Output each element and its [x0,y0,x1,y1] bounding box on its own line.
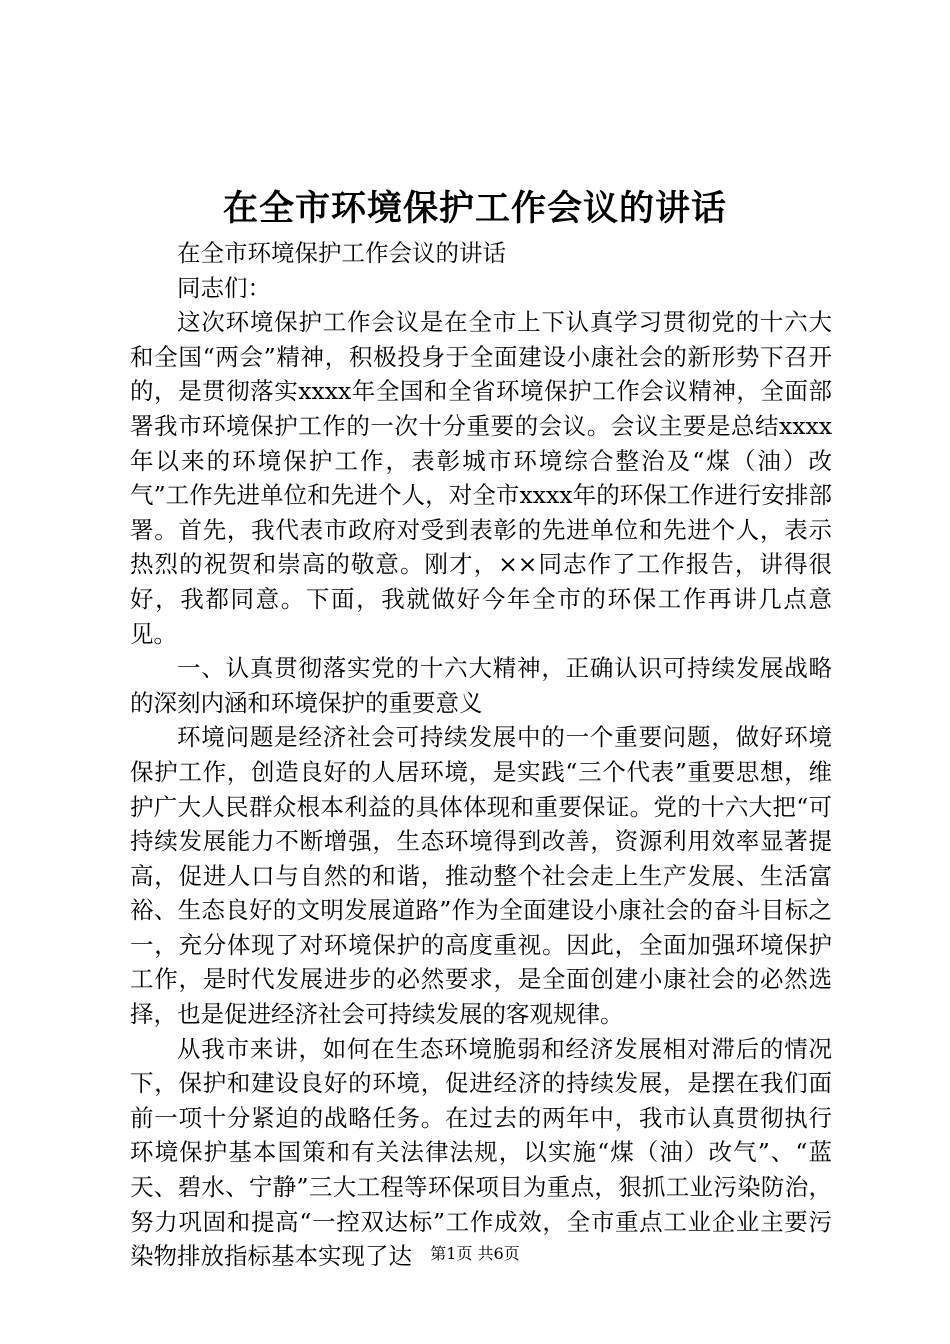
paragraph: 环境问题是经济社会可持续发展中的一个重要问题，做好环境保护工作，创造良好的人居环境，是实践“三个代表”重要思想，维护广大人民群众根本利益的具体体现和重要保证。党的十六大把“可持续发展能力不断增强，生态环境得到改善，资源利用效率显著提高，促进人口与自然的和谐，推动整个社会走上生产发展、生活富裕、生态良好的文明发展道路”作为全面建设小康社会的奋斗目标之一，充分体现了对环境保护的高度重视。因此，全面加强环境保护工作，是时代发展进步的必然要求，是全面创建小康社会的必然选择，也是促进经济社会可持续发展的客观规律。 [130,723,832,1029]
document-title: 在全市环境保护工作会议的讲话 [222,188,727,229]
paragraph: 这次环境保护工作会议是在全市上下认真学习贯彻党的十六大和全国“两会”精神，积极投身于全面建设小康社会的新形势下召开的，是贯彻落实xxxx年全国和全省环境保护工作会议精神，全面部署我市环境保护工作的一次十分重要的会议。会议主要是总结xxxx年以来的环境保护工作，表彰城市环境综合整治及“煤（油）改气”工作先进单位和先进个人，对全市xxxx年的环保工作进行安排部署。首先，我代表市政府对受到表彰的先进单位和先进个人，表示热烈的祝贺和崇高的敬意。刚才，××同志作了工作报告，讲得很好，我都同意。下面，我就做好今年全市的环保工作再讲几点意见。 [130,308,832,648]
paragraph-salutation: 同志们： [177,273,271,302]
page-footer: 第1页 共6页 [430,1244,520,1263]
paragraph: 从我市来讲，如何在生态环境脆弱和经济发展相对滞后的情况下，保护和建设良好的环境，促进经济的持续发展，是摆在我们面前一项十分紧迫的战略任务。在过去的两年中，我市认真贯彻执行环境保护基本国策和有关法律法规，以实施“煤（油）改气”、“蓝天、碧水、宁静”三大工程等环保项目为重点，狠抓工业污染防治，努力巩固和提高“一控双达标”工作成效，全市重点工业企业主要污染物排放指标基本实现了达 [130,1034,832,1271]
document-body [130,236,832,1274]
paragraph-subtitle: 在全市环境保护工作会议的讲话 [177,239,506,267]
section-heading: 一、认真贯彻落实党的十六大精神，正确认识可持续发展战略的深刻内涵和环境保护的重要意义 [130,654,832,717]
